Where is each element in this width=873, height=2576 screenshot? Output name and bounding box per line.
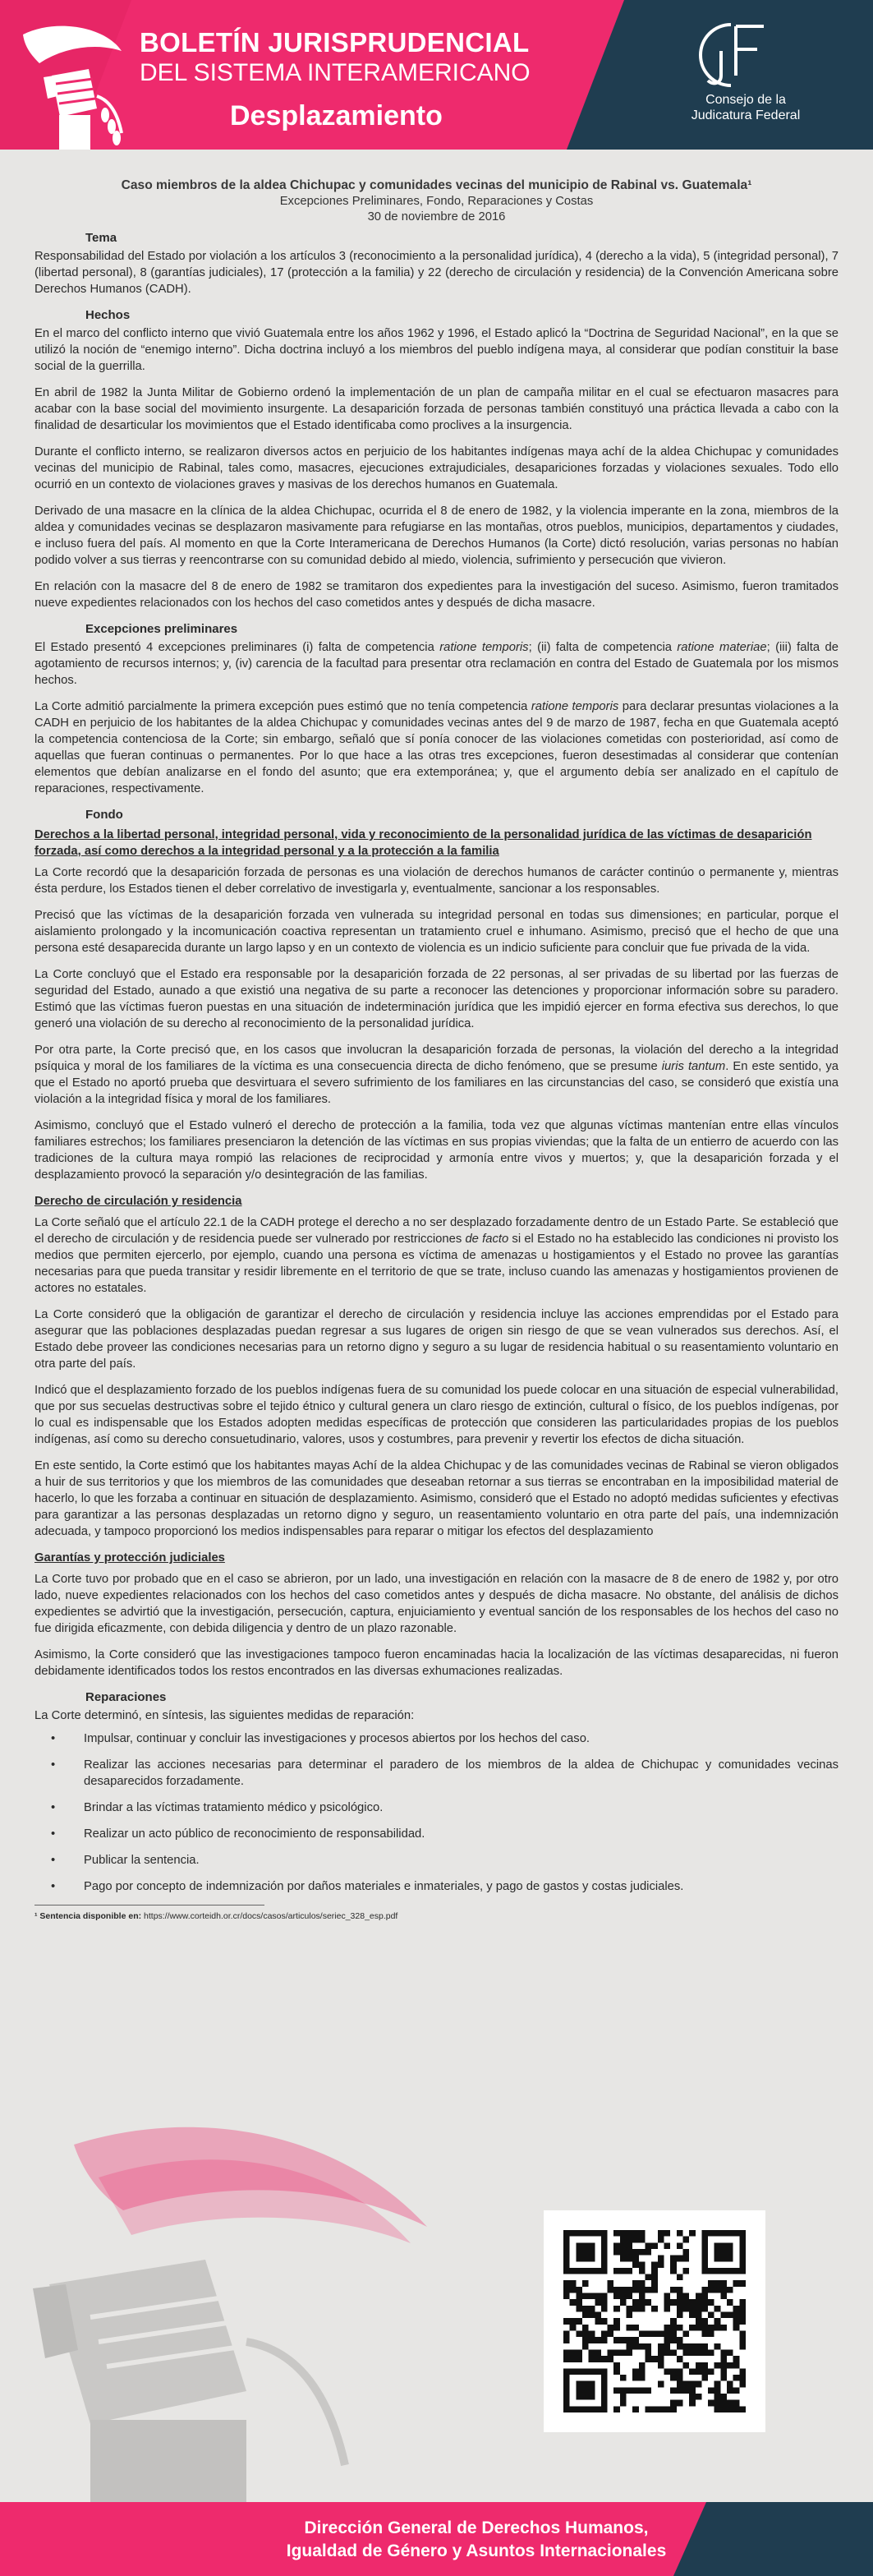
circulacion-paragraph: En este sentido, la Corte estimó que los habitantes mayas Achí de la aldea Chichupac y de las comunidades vecinas de Rabinal se vieron obligados a huir de sus territorios y que los miembros de las comunidades que deseaban retornar a sus tierras se encontraban en la imposibilidad material de hacerlo, lo que les forzaba a continuar en situación de desplazamiento. Asimismo, consideró que el Estado no adoptó medidas suficientes y efectivas para garantizar a las personas desplazadas un retorno digno y seguro, un reasentamiento voluntario en otra parte del país, una indemnización adecuada, y tampoco proporcionó los medios indispensables para reparar o mitigar los efectos del desplazamiento — [34, 1459, 839, 1538]
section-heading-excepciones: Excepciones preliminares — [85, 622, 238, 636]
list-item: • Realizar un acto público de reconocimiento de responsabilidad. — [34, 1826, 839, 1842]
circulacion-paragraph: La Corte señaló que el artículo 22.1 de la CADH protege el derecho a no ser desplazado forzadamente dentro de un Estado Parte. Se estableció que el derecho de circulación y de residencia puede ser vulnerado por restricciones de facto si el Estado no ha establecido las condiciones ni provisto los medios que permiten ejercerlo, por ejemplo, cuando una persona es víctima de amenazas u hostigamientos y el Estado no provee las garantías necesarias para que pueda transitar y residir libremente en el territorio de que se trate, incluso cuando las amenazas y hostigamientos provienen de actores no estatales. — [34, 1216, 839, 1295]
footer-line-1: Dirección General de Derechos Humanos, — [304, 2518, 649, 2537]
footer-line-2: Igualdad de Género y Asuntos Internacionales — [286, 2541, 667, 2560]
bulletin-topic: Desplazamiento — [230, 100, 443, 131]
section-heading-reparaciones: Reparaciones — [85, 1690, 167, 1704]
qr-code-icon — [563, 2230, 746, 2412]
case-stage: Excepciones Preliminares, Fondo, Reparaciones y Costas — [279, 195, 594, 208]
list-item: • Publicar la sentencia. — [34, 1852, 839, 1869]
hechos-paragraph: Derivado de una masacre en la clínica de la aldea Chichupac, ocurrida el 8 de enero de 1982, y la violencia imperante en la zona, miembros de la aldea y comunidades vecinas se desplazaron masivamente para refugiarse en las montañas, otros pueblos, municipios, departamentos y ciudades, e incluso fuera del país. Al momento en que la Corte Interamericana de Derechos Humanos (la Corte) dictó resolución, varias personas no habían podido volver a sus tierras y reencontrarse con su comunidad debido al miedo, violencia, sufrimiento y persecución que vivieron. — [34, 505, 839, 567]
circulacion-paragraph: Indicó que el desplazamiento forzado de los pueblos indígenas fuera de su comunidad los puede colocar en una situación de especial vulnerabilidad, que por sus secuelas destructivas sobre el tejido étnico y cultural genera un claro riesgo de extinción, cultural o físico, de los pueblos indígenas, por lo cual es indispensable que los Estados adopten medidas específicas de protección que consideren las particularidades propias de los pueblos indígenas, así como su derecho consuetudinario, valores, usos y costumbres, para prevenir y revertir los efectos de dicha situación. — [34, 1384, 839, 1446]
footnote — [34, 1910, 839, 1922]
raised-fist-logo-icon — [7, 18, 130, 150]
hechos-paragraph: En el marco del conflicto interno que vivió Guatemala entre los años 1962 y 1996, el Estado aplicó la “Doctrina de Seguridad Nacional”, en la que se utilizó la noción de “enemigo interno”. Dicha doctrina incluyó a los miembros del pueblo indígena maya, al considerar que podían constituir la base social de la guerrilla. — [34, 327, 839, 373]
list-item: • Brindar a las víctimas tratamiento médico y psicológico. — [34, 1800, 839, 1816]
fondo-paragraph: La Corte recordó que la desaparición forzada de personas es una violación de derechos humanos de carácter continúo o permanente y, mientras ésta perdure, los Estados tienen el deber correlativo de investigarla y, eventualmente, sancionar a los responsables. — [34, 866, 839, 896]
footer-department — [246, 2517, 706, 2563]
list-item: • Realizar las acciones necesarias para determinar el paradero de los miembros de la aldea de Chichupac y comunidades vecinas desaparecidos forzadamente. — [34, 1757, 839, 1790]
footnote-divider — [34, 1905, 264, 1906]
hechos-paragraph: En relación con la masacre del 8 de enero de 1982 se tramitaron dos expedientes para la investigación del suceso. Asimismo, fueron tramitados nueve expedientes relacionados con los hechos del caso cometidos antes y después de dicha masacre. — [34, 580, 839, 610]
case-date: 30 de noviembre de 2016 — [367, 210, 506, 223]
bulletin-subtitle: DEL SISTEMA INTERAMERICANO — [140, 59, 531, 86]
footnote-label: ¹ Sentencia disponible en: — [34, 1911, 142, 1921]
subheading-circulacion: Derecho de circulación y residencia — [34, 1195, 242, 1208]
cjf-logo-icon — [696, 18, 770, 92]
hechos-paragraph: En abril de 1982 la Junta Militar de Gobierno ordenó la implementación de un plan de campaña militar en el cual se efectuaron masacres para acabar con la base social del movimiento insurgente. La desaparición forzada de personas también constituyó una práctica llevada a cabo con la finalidad de desarticular los movimientos que el Estado identificaba como proclives a la insurgencia. — [34, 386, 839, 432]
excepciones-paragraph: La Corte admitió parcialmente la primera excepción pues estimó que no tenía competencia ratione temporis para declarar presuntas violaciones a la CADH en perjuicio de los habitantes de la aldea Chichupac y comunidades vecinas antes del 9 de marzo de 1987, fecha en que Guatemala aceptó la competencia contenciosa de la Corte; sin embargo, señaló que sí ponía conocer de las violaciones cometidas con posterioridad, así como de aquellas que fueran continuas o permanentes. Por lo que hace a las otras tres excepciones, fueron desestimadas al considerar que contenían elementos que debían analizarse en el fondo del asunto; que era extemporánea; y, que el argumento debía ser analizado en el capítulo de reparaciones, respectivamente. — [34, 700, 839, 795]
garantias-paragraph: La Corte tuvo por probado que en el caso se abrieron, por un lado, una investigación en relación con la masacre de 8 de enero de 1982 y, por otro lado, nueve expedientes relacionados con los hechos del caso cometidos antes y después de dicha masacre. No obstante, del análisis de dichos expedientes se advirtió que la investigación, persecución, captura, enjuiciamiento y eventual sanción de los responsables de los hechos del caso no fue dirigida eficazmente, con debida diligencia y dentro de un plazo razonable. — [34, 1573, 839, 1635]
qr-code[interactable] — [544, 2210, 765, 2432]
institution-line-1: Consejo de la — [705, 93, 786, 107]
list-item: • Pago por concepto de indemnización por daños materiales e inmateriales, y pago de gastos y costas judiciales. — [34, 1878, 839, 1895]
reparaciones-list — [34, 1730, 839, 1895]
header-banner — [0, 0, 873, 150]
garantias-paragraph: Asimismo, la Corte consideró que las investigaciones tampoco fueron encaminadas hacia la localización de las víctimas desaparecidas, ni fueron debidamente identificados todos los restos encontrados en las diversas exhumaciones realizadas. — [34, 1648, 839, 1678]
fondo-paragraph: La Corte concluyó que el Estado era responsable por la desaparición forzada de 22 personas, al ser privadas de su libertad por las fuerzas de seguridad del Estado, aunado a que existió una negativa de su parte a reconocer las detenciones y proporcionar información sobre su paradero. Estimó que las víctimas fueron puestas en una situación de indeterminación jurídica que les impidió ejercer en forma efectiva sus derechos, lo que generó una violación de su derecho al reconocimiento de la personalidad jurídica. — [34, 968, 839, 1030]
fondo-paragraph: Asimismo, concluyó que el Estado vulneró el derecho de protección a la familia, toda vez que algunas víctimas mantenían entre ellas vínculos familiares estrechos; los familiares presenciaron la detención de las víctimas en sus propias viviendas; que la falta de un entierro de acuerdo con las tradiciones de la cultura maya rompió las relaciones de reciprocidad y armonía entre vivos y muertos; y, que la desaparición forzada y el desplazamiento provocó la separación y/o desintegración de las familias. — [34, 1119, 839, 1182]
bulletin-title: BOLETÍN JURISPRUDENCIAL — [140, 27, 530, 58]
excepciones-paragraph: El Estado presentó 4 excepciones preliminares (i) falta de competencia ratione temporis; (ii) falta de competencia ratione materiae; (iii) falta de agotamiento de recursos internos; y, (iv) carencia de la facultad para presentar otra reclamación en contra del Estado de Guatemala por los mismos hechos. — [34, 641, 839, 687]
section-heading-tema: Tema — [85, 231, 117, 245]
section-heading-fondo: Fondo — [85, 808, 123, 822]
fondo-paragraph: Precisó que las víctimas de la desaparición forzada ven vulnerada su integridad personal en todas sus dimensiones; en particular, porque el aislamiento prolongado y la incomunicación coactiva representan un tratamiento cruel e inhumano. Asimismo, precisó que el hecho de que una persona esté desaparecida durante un largo lapso y en un contexto de violencia es un indicio suficiente para concluir que fue privada de la vida. — [34, 909, 839, 955]
subheading-garantias: Garantías y protección judiciales — [34, 1551, 225, 1564]
fondo-paragraph: Por otra parte, la Corte precisó que, en los casos que involucran la desaparición forzada de personas, la violación del derecho a la integridad psíquica y moral de los familiares de la víctima es una consecuencia directa de dicho fenómeno, que se presume iuris tantum. En este sentido, ya que el Estado no aportó prueba que desvirtuara el severo sufrimiento de los familiares en las circunstancias del caso, se consideró que existía una violación a la integridad física y moral de los familiares. — [34, 1044, 839, 1106]
circulacion-paragraph: La Corte consideró que la obligación de garantizar el derecho de circulación y residencia incluye las acciones emprendidas por el Estado para asegurar que las poblaciones desplazadas puedan regresar a sus lugares de origen sin riesgo de que se vean vulnerados sus derechos. Así, el Estado debe proveer las condiciones necesarias para un retorno digno y seguro a su lugar de residencia habitual o su reasentamiento voluntario en otra parte del país. — [34, 1308, 839, 1371]
bulletin-body — [0, 150, 873, 1922]
footnote-link[interactable]: https://www.corteidh.or.cr/docs/casos/articulos/seriec_328_esp.pdf — [144, 1911, 398, 1921]
subheading-desaparicion: Derechos a la libertad personal, integridad personal, vida y reconocimiento de la personalidad jurídica de las víctimas de desaparición forzada, así como derechos a la integridad personal y a la protección a la familia — [34, 828, 812, 858]
footer-banner — [0, 2502, 873, 2576]
section-heading-hechos: Hechos — [85, 308, 131, 322]
institution-line-2: Judicatura Federal — [691, 108, 801, 122]
cjf-institution-name — [664, 92, 828, 123]
hechos-paragraph: Durante el conflicto interno, se realizaron diversos actos en perjuicio de los habitantes indígenas maya achí de la aldea Chichupac y comunidades vecinas del municipio de Rabinal, tales como, masacres, ejecuciones extrajudiciales, desapariciones forzadas y violaciones sexuales. Todo ello ocurrió en un contexto de violaciones graves y masivas de los derechos humanos en Guatemala. — [34, 445, 839, 491]
case-title: Caso miembros de la aldea Chichupac y comunidades vecinas del municipio de Rabinal vs. Guatemala¹ — [121, 178, 752, 192]
reparaciones-intro: La Corte determinó, en síntesis, las siguientes medidas de reparación: — [34, 1709, 415, 1722]
list-item: • Impulsar, continuar y concluir las investigaciones y procesos abiertos por los hechos del caso. — [34, 1730, 839, 1747]
tema-paragraph: Responsabilidad del Estado por violación a los artículos 3 (reconocimiento a la personalidad jurídica), 4 (derecho a la vida), 5 (integridad personal), 7 (libertad personal), 8 (garantías judiciales), 17 (protección a la familia) y 22 (derecho de circulación y residencia) de la Convención Americana sobre Derechos Humanos (CADH). — [34, 250, 839, 296]
